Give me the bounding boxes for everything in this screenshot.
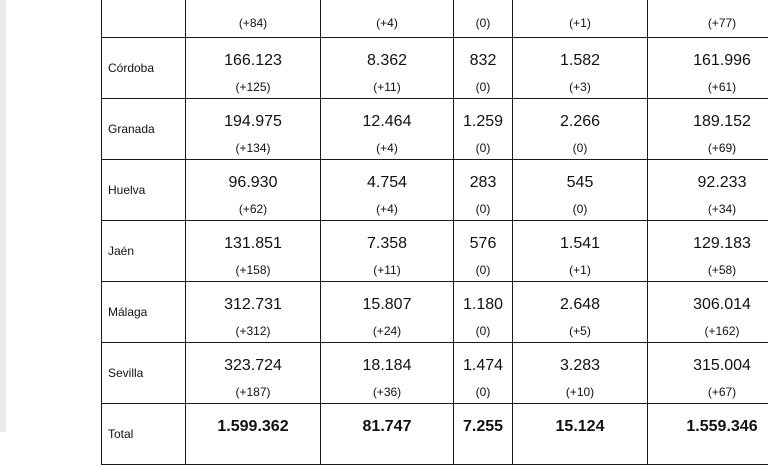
row-label: Granada [102,99,186,160]
cell-value: 81.747 [321,418,453,436]
cell-delta: (+67) [648,385,768,399]
cell-delta: (+5) [513,324,647,338]
cell-delta: (+36) [321,385,453,399]
table-cell [648,160,768,221]
cell-delta: (0) [454,202,512,216]
table-cell [454,221,513,282]
cell-value: 15.807 [321,296,453,314]
province-data-table [101,0,768,465]
cell-delta: (0) [454,80,512,94]
table-body [102,0,768,465]
table-cell [186,404,321,465]
table-cell [648,282,768,343]
cell-delta: (+162) [648,324,768,338]
row-label: Córdoba [102,38,186,99]
cell-value: 7.255 [454,418,512,436]
cell-delta: (+4) [321,141,453,155]
cell-delta: (+312) [186,324,320,338]
cell-value: 2.266 [513,113,647,131]
row-label: Jaén [102,221,186,282]
cell-delta: (0) [454,324,512,338]
table-cell [454,404,513,465]
page-edge-strip [0,0,6,432]
table-cell [186,221,321,282]
cell-delta: (+77) [648,16,768,30]
row-label: Huelva [102,160,186,221]
cell-delta: (+134) [186,141,320,155]
row-label: Sevilla [102,343,186,404]
cell-delta: (+34) [648,202,768,216]
table-cell [648,0,768,38]
cell-value: 96.930 [186,174,320,192]
table-cell [321,160,454,221]
table-cell [454,99,513,160]
cell-value: 2.648 [513,296,647,314]
cell-value: 4.754 [321,174,453,192]
cell-delta: (+11) [321,80,453,94]
cell-delta: (+1) [513,263,647,277]
table-cell [513,38,648,99]
table-cell [454,282,513,343]
table-row [102,0,768,38]
cell-delta: (0) [454,385,512,399]
cell-value: 1.474 [454,357,512,375]
table-cell [513,0,648,38]
cell-delta: (+24) [321,324,453,338]
table-cell [186,343,321,404]
cell-value: 306.014 [648,296,768,314]
table-cell [321,404,454,465]
cell-value: 315.004 [648,357,768,375]
cell-value: 312.731 [186,296,320,314]
table-cell [321,0,454,38]
table-cell [513,221,648,282]
table-row-huelva [102,160,768,221]
table-cell [321,343,454,404]
table-cell [513,343,648,404]
cell-delta: (0) [454,141,512,155]
cell-value: 1.599.362 [186,418,320,436]
cell-value: 129.183 [648,235,768,253]
table-cell [454,38,513,99]
cell-delta: (0) [454,16,512,30]
table-cell [321,99,454,160]
table-row-total [102,404,768,465]
cell-delta: (0) [513,141,647,155]
table-cell [454,343,513,404]
cell-delta: (+61) [648,80,768,94]
cell-value: 832 [454,52,512,70]
table-cell [321,282,454,343]
table-cell [186,99,321,160]
cell-value: 194.975 [186,113,320,131]
table-cell [186,282,321,343]
cell-value: 283 [454,174,512,192]
table-cell [648,404,768,465]
table-cell [321,38,454,99]
cell-delta: (+11) [321,263,453,277]
cell-value: 161.996 [648,52,768,70]
cell-delta: (+62) [186,202,320,216]
cell-delta: (+69) [648,141,768,155]
cell-delta: (+10) [513,385,647,399]
cell-delta: (+1) [513,16,647,30]
cell-value: 545 [513,174,647,192]
table-cell [186,160,321,221]
table-cell [513,99,648,160]
cell-value: 92.233 [648,174,768,192]
cell-value: 8.362 [321,52,453,70]
cell-value: 3.283 [513,357,647,375]
table-cell [513,160,648,221]
cell-delta: (0) [454,263,512,277]
cell-value: 15.124 [513,418,647,436]
table-cell [186,0,321,38]
cell-delta: (+4) [321,202,453,216]
table-cell [513,282,648,343]
cell-value: 1.180 [454,296,512,314]
cell-value: 1.259 [454,113,512,131]
table-row-malaga [102,282,768,343]
cell-value: 323.724 [186,357,320,375]
cell-value: 1.582 [513,52,647,70]
cell-delta: (+4) [321,16,453,30]
cell-value: 189.152 [648,113,768,131]
row-label: Total [102,404,186,465]
cell-value: 12.464 [321,113,453,131]
cell-delta: (0) [513,202,647,216]
cell-delta: (+58) [648,263,768,277]
cell-delta: (+187) [186,385,320,399]
table-cell [648,343,768,404]
table-row-cordoba [102,38,768,99]
cell-delta: (+3) [513,80,647,94]
cell-delta: (+84) [186,16,320,30]
cell-value: 18.184 [321,357,453,375]
table-cell [513,404,648,465]
table-cell [186,38,321,99]
table-row-jaen [102,221,768,282]
table-cell [648,38,768,99]
row-label: Málaga [102,282,186,343]
cell-delta: (+125) [186,80,320,94]
cell-value: 131.851 [186,235,320,253]
table-cell [454,0,513,38]
cell-value: 1.559.346 [648,418,768,436]
table-cell [321,221,454,282]
table-cell [648,99,768,160]
row-label [102,0,186,38]
cell-value: 7.358 [321,235,453,253]
cell-value: 576 [454,235,512,253]
table-row-granada [102,99,768,160]
cell-value: 166.123 [186,52,320,70]
table-row-sevilla [102,343,768,404]
cell-value: 1.541 [513,235,647,253]
table-cell [648,221,768,282]
cell-delta: (+158) [186,263,320,277]
table-cell [454,160,513,221]
